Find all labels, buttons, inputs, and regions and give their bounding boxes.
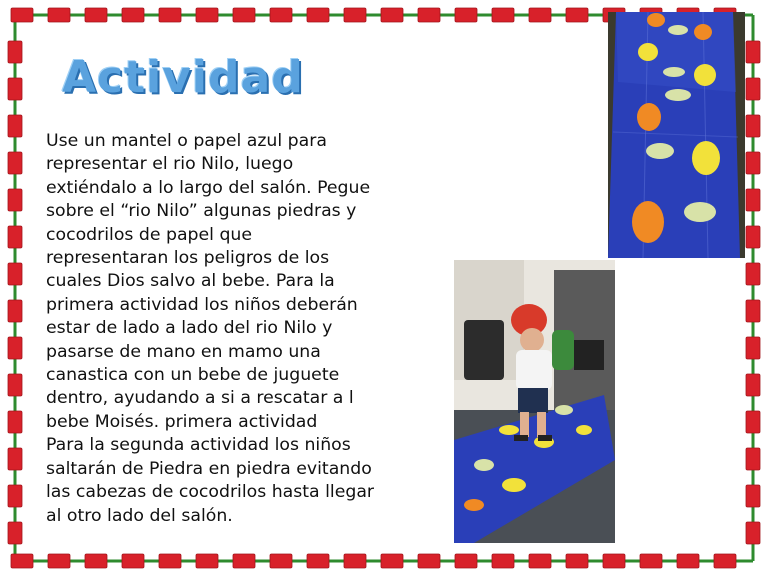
border-block	[418, 554, 440, 568]
text-line: al otro lado del salón.	[46, 505, 233, 526]
border-block	[8, 41, 22, 63]
border-block	[8, 300, 22, 322]
border-block	[48, 8, 70, 22]
border-block	[640, 554, 662, 568]
text-line: Use un mantel o papel azul para	[46, 131, 327, 151]
border-block	[8, 152, 22, 174]
border-block	[746, 374, 760, 396]
text-line: estar de lado a lado del rio Nilo y	[46, 318, 333, 339]
text-line: representar el rio Nilo, luego	[46, 154, 294, 175]
border-block	[11, 554, 33, 568]
border-block	[746, 337, 760, 359]
border-block	[85, 554, 107, 568]
border-block	[159, 8, 181, 22]
border-block	[344, 554, 366, 568]
border-block	[159, 554, 181, 568]
border-block	[307, 554, 329, 568]
border-block	[233, 554, 255, 568]
border-block	[8, 485, 22, 507]
border-block	[455, 554, 477, 568]
border-block	[714, 554, 736, 568]
border-block	[8, 411, 22, 433]
border-block	[270, 554, 292, 568]
border-block	[48, 554, 70, 568]
border-block	[746, 115, 760, 137]
border-block	[381, 8, 403, 22]
border-block	[746, 300, 760, 322]
text-line: bebe Moisés. primera actividad	[46, 411, 318, 432]
border-block	[746, 226, 760, 248]
border-block	[8, 78, 22, 100]
child-activity-photo	[454, 260, 615, 543]
text-line: pasarse de mano en mamo una	[46, 341, 321, 362]
border-block	[270, 8, 292, 22]
border-block	[196, 554, 218, 568]
border-block	[746, 411, 760, 433]
border-block	[746, 189, 760, 211]
text-line: sobre el “rio Nilo” algunas piedras y	[46, 201, 357, 222]
border-block	[746, 485, 760, 507]
border-block	[307, 8, 329, 22]
border-block	[8, 448, 22, 470]
border-block	[196, 8, 218, 22]
border-block	[11, 8, 33, 22]
border-block	[344, 8, 366, 22]
border-block	[8, 226, 22, 248]
border-block	[746, 78, 760, 100]
border-block	[233, 8, 255, 22]
border-block	[603, 554, 625, 568]
text-line: dentro, ayudando a si a rescatar a l	[46, 388, 354, 409]
text-line: cuales Dios salvo al bebe. Para la	[46, 271, 335, 292]
border-block	[8, 189, 22, 211]
border-block	[492, 554, 514, 568]
border-block	[566, 8, 588, 22]
text-line: primera actividad los niños deberán	[46, 294, 358, 315]
border-block	[492, 8, 514, 22]
border-block	[746, 41, 760, 63]
border-block	[8, 115, 22, 137]
text-line: extiéndalo a lo largo del salón. Pegue	[46, 177, 371, 198]
border-block	[122, 554, 144, 568]
border-block	[8, 263, 22, 285]
text-line: canastica con un bebe de juguete	[46, 365, 340, 386]
text-line: cocodrilos de papel que	[46, 224, 252, 245]
border-block	[8, 374, 22, 396]
river-mat-photo	[608, 12, 745, 258]
border-block	[566, 554, 588, 568]
border-block	[529, 8, 551, 22]
border-block	[8, 522, 22, 544]
activity-description	[46, 130, 436, 528]
border-block	[529, 554, 551, 568]
text-line: saltarán de Piedra en piedra evitando	[46, 458, 372, 479]
border-block	[746, 263, 760, 285]
border-block	[746, 152, 760, 174]
text-line: Para la segunda actividad los niños	[46, 435, 351, 456]
border-block	[122, 8, 144, 22]
text-line: las cabezas de cocodrilos hasta llegar	[46, 482, 375, 503]
border-block	[746, 522, 760, 544]
border-block	[381, 554, 403, 568]
text-line: representaran los peligros de los	[46, 248, 330, 269]
border-block	[455, 8, 477, 22]
border-block	[85, 8, 107, 22]
slide-title: Actividad	[62, 52, 304, 103]
border-block	[418, 8, 440, 22]
border-block	[677, 554, 699, 568]
border-block	[746, 448, 760, 470]
border-block	[8, 337, 22, 359]
